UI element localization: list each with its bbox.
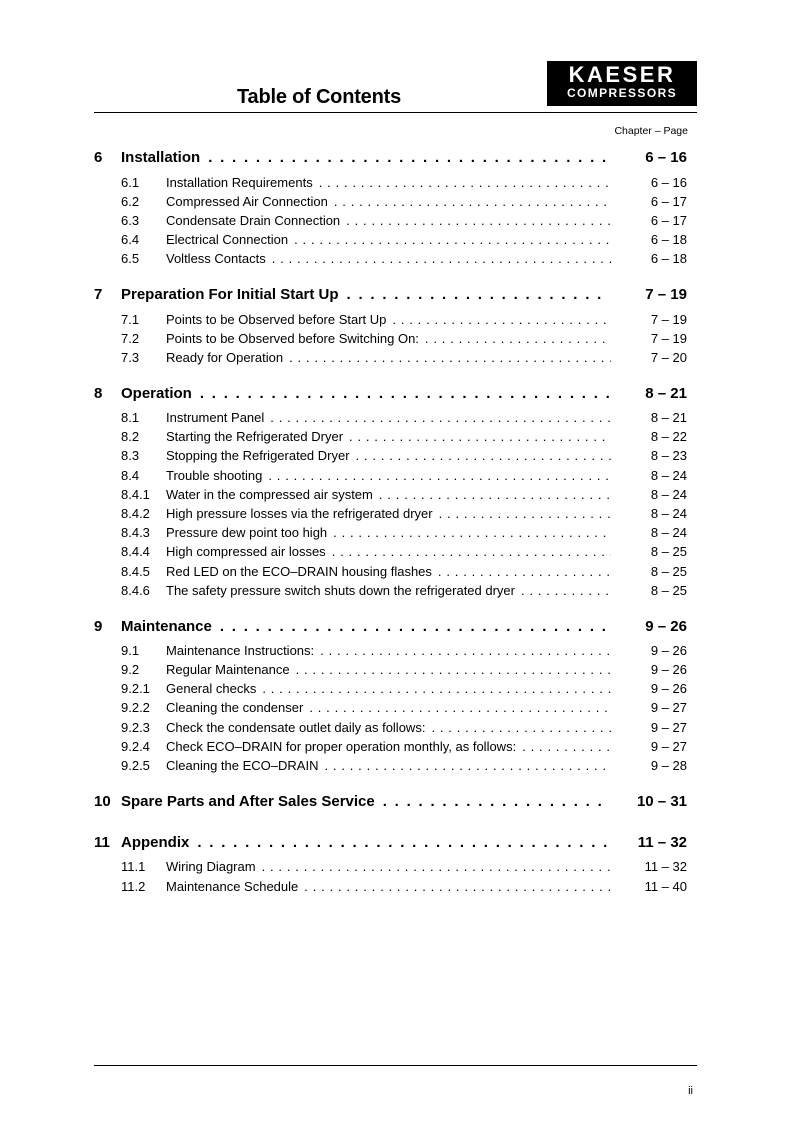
section-number: 8.4.6 (121, 583, 150, 598)
toc-section-row[interactable] (0, 311, 793, 328)
dot-leader (320, 643, 611, 658)
dot-leader (197, 834, 609, 851)
chapter-page: 10 – 31 (636, 792, 687, 810)
toc-section-row[interactable] (0, 193, 793, 210)
section-title: The safety pressure switch shuts down the refrigerated dryer (166, 583, 515, 598)
dot-leader (392, 312, 611, 327)
section-number: 9.2.1 (121, 681, 150, 696)
logo-main-text: KAESER (568, 62, 676, 87)
section-number: 7.2 (121, 331, 140, 346)
section-page: 6 – 16 (650, 175, 687, 190)
dot-leader (347, 286, 609, 303)
dot-leader (332, 544, 611, 559)
footer-rule (94, 1065, 697, 1066)
section-title: Instrument Panel (166, 410, 265, 425)
dot-leader (220, 618, 609, 635)
chapter-title: Operation (121, 384, 192, 402)
section-page: 6 – 17 (650, 194, 687, 209)
toc-section-row[interactable] (0, 428, 793, 445)
section-title: Stopping the Refrigerated Dryer (166, 448, 350, 463)
section-page: 9 – 26 (650, 681, 687, 696)
toc-chapter-row[interactable] (0, 383, 793, 403)
chapter-title: Installation (121, 148, 201, 166)
toc-section-row[interactable] (0, 409, 793, 426)
section-page: 9 – 26 (650, 643, 687, 658)
section-page: 9 – 28 (650, 758, 687, 773)
toc-chapter-row[interactable] (0, 147, 793, 167)
chapter-number: 8 (94, 384, 103, 402)
section-number: 6.5 (121, 251, 140, 266)
chapter-title: Appendix (121, 833, 190, 851)
section-title: Maintenance Instructions: (166, 643, 315, 658)
section-title: Check the condensate outlet daily as follows: (166, 720, 426, 735)
section-page: 11 – 32 (644, 859, 687, 874)
chapter-page: 9 – 26 (645, 617, 687, 635)
toc-section-row[interactable] (0, 231, 793, 248)
section-title: Ready for Operation (166, 350, 284, 365)
dot-leader (522, 739, 611, 754)
chapter-page: 11 – 32 (637, 833, 687, 851)
section-number: 8.4.3 (121, 525, 150, 540)
section-page: 8 – 24 (650, 506, 687, 521)
section-number: 9.2.3 (121, 720, 150, 735)
section-title: Cleaning the ECO–DRAIN (166, 758, 319, 773)
toc-section-row[interactable] (0, 524, 793, 541)
toc-section-row[interactable] (0, 738, 793, 755)
section-title: Voltless Contacts (166, 251, 266, 266)
section-title: Electrical Connection (166, 232, 289, 247)
dot-leader (356, 448, 611, 463)
section-page: 8 – 23 (650, 448, 687, 463)
dot-leader (294, 232, 611, 247)
section-page: 8 – 24 (650, 468, 687, 483)
section-page: 9 – 27 (650, 700, 687, 715)
chapter-page: 7 – 19 (645, 285, 687, 303)
toc-section-row[interactable] (0, 543, 793, 560)
chapter-title: Preparation For Initial Start Up (121, 285, 339, 303)
section-number: 8.4.4 (121, 544, 150, 559)
dot-leader (270, 410, 611, 425)
dot-leader (324, 758, 611, 773)
page-title: Table of Contents (237, 86, 402, 108)
section-title: Points to be Observed before Switching On: (166, 331, 419, 346)
chapter-number: 7 (94, 285, 103, 303)
dot-leader (521, 583, 611, 598)
section-title: Condensate Drain Connection (166, 213, 341, 228)
dot-leader (349, 429, 611, 444)
section-page: 8 – 24 (650, 525, 687, 540)
toc-section-row[interactable] (0, 486, 793, 503)
dot-leader (208, 149, 609, 166)
toc-chapter-row[interactable] (0, 832, 793, 852)
section-title: Red LED on the ECO–DRAIN housing flashes (166, 564, 432, 579)
toc-section-row[interactable] (0, 719, 793, 736)
section-number: 11.1 (121, 859, 146, 874)
toc-chapter-row[interactable] (0, 791, 793, 811)
section-page: 6 – 18 (650, 251, 687, 266)
toc-section-row[interactable] (0, 467, 793, 484)
chapter-page: 8 – 21 (645, 384, 687, 402)
section-title: General checks (166, 681, 257, 696)
toc-section-row[interactable] (0, 447, 793, 464)
chapter-page: 6 – 16 (645, 148, 687, 166)
section-title: High compressed air losses (166, 544, 326, 559)
logo-sub-text: COMPRESSORS (566, 86, 678, 100)
section-page: 9 – 27 (650, 720, 687, 735)
section-number: 7.3 (121, 350, 140, 365)
toc-section-row[interactable] (0, 174, 793, 191)
section-page: 7 – 19 (650, 312, 687, 327)
section-page: 9 – 27 (650, 739, 687, 754)
section-page: 7 – 19 (650, 331, 687, 346)
section-page: 8 – 24 (650, 487, 687, 502)
section-page: 7 – 20 (650, 350, 687, 365)
section-title: Cleaning the condenser (166, 700, 304, 715)
section-number: 7.1 (121, 312, 140, 327)
section-title: Trouble shooting (166, 468, 263, 483)
toc-section-row[interactable] (0, 212, 793, 229)
section-title: Starting the Refrigerated Dryer (166, 429, 344, 444)
section-page: 8 – 25 (650, 544, 687, 559)
section-number: 9.2.4 (121, 739, 150, 754)
toc-section-row[interactable] (0, 582, 793, 599)
toc-section-row[interactable] (0, 878, 793, 895)
section-number: 6.4 (121, 232, 140, 247)
chapter-number: 10 (94, 792, 111, 810)
dot-leader (425, 331, 611, 346)
dot-leader (439, 506, 611, 521)
toc-chapter-row[interactable] (0, 616, 793, 636)
section-page: 11 – 40 (644, 879, 687, 894)
dot-leader (334, 194, 611, 209)
section-page: 6 – 18 (650, 232, 687, 247)
page-number: ii (688, 1085, 693, 1097)
dot-leader (346, 213, 611, 228)
dot-leader (296, 662, 611, 677)
section-number: 11.2 (121, 879, 146, 894)
dot-leader (268, 468, 611, 483)
section-page: 8 – 22 (650, 429, 687, 444)
dot-leader (262, 859, 611, 874)
dot-leader (304, 879, 611, 894)
section-number: 8.4 (121, 468, 140, 483)
toc-section-row[interactable] (0, 757, 793, 774)
section-number: 6.3 (121, 213, 140, 228)
section-number: 6.1 (121, 175, 140, 190)
section-page: 6 – 17 (650, 213, 687, 228)
dot-leader (333, 525, 611, 540)
section-title: Water in the compressed air system (166, 487, 373, 502)
toc-chapter-row[interactable] (0, 284, 793, 304)
section-title: Compressed Air Connection (166, 194, 328, 209)
toc-section-row[interactable] (0, 858, 793, 875)
dot-leader (438, 564, 611, 579)
section-number: 8.2 (121, 429, 140, 444)
section-number: 9.2.5 (121, 758, 150, 773)
section-title: Points to be Observed before Start Up (166, 312, 387, 327)
dot-leader (309, 700, 611, 715)
dot-leader (383, 793, 609, 810)
section-page: 9 – 26 (650, 662, 687, 677)
chapter-number: 9 (94, 617, 103, 635)
section-number: 8.4.5 (121, 564, 150, 579)
section-title: High pressure losses via the refrigerated dryer (166, 506, 433, 521)
chapter-number: 11 (94, 833, 110, 851)
dot-leader (200, 385, 609, 402)
section-number: 8.4.1 (121, 487, 150, 502)
dot-leader (431, 720, 611, 735)
section-title: Installation Requirements (166, 175, 313, 190)
section-number: 9.2.2 (121, 700, 150, 715)
toc-section-row[interactable] (0, 563, 793, 580)
section-page: 8 – 21 (650, 410, 687, 425)
chapter-number: 6 (94, 148, 103, 166)
section-title: Pressure dew point too high (166, 525, 328, 540)
toc-section-row[interactable] (0, 505, 793, 522)
section-page: 8 – 25 (650, 583, 687, 598)
section-title: Check ECO–DRAIN for proper operation monthly, as follows: (166, 739, 517, 754)
toc-section-row[interactable] (0, 349, 793, 366)
toc-section-row[interactable] (0, 250, 793, 267)
toc-section-row[interactable] (0, 699, 793, 716)
section-number: 8.3 (121, 448, 140, 463)
section-title: Wiring Diagram (166, 859, 256, 874)
column-header: Chapter – Page (614, 125, 688, 137)
dot-leader (289, 350, 611, 365)
toc-section-row[interactable] (0, 642, 793, 659)
toc-section-row[interactable] (0, 330, 793, 347)
dot-leader (379, 487, 611, 502)
toc-section-row[interactable] (0, 661, 793, 678)
dot-leader (262, 681, 611, 696)
dot-leader (272, 251, 611, 266)
section-title: Regular Maintenance (166, 662, 290, 677)
section-number: 8.4.2 (121, 506, 150, 521)
chapter-title: Spare Parts and After Sales Service (121, 792, 375, 810)
section-title: Maintenance Schedule (166, 879, 299, 894)
toc-section-row[interactable] (0, 680, 793, 697)
section-number: 9.1 (121, 643, 140, 658)
section-number: 8.1 (121, 410, 140, 425)
section-number: 6.2 (121, 194, 140, 209)
chapter-title: Maintenance (121, 617, 212, 635)
section-page: 8 – 25 (650, 564, 687, 579)
dot-leader (319, 175, 611, 190)
section-number: 9.2 (121, 662, 140, 677)
